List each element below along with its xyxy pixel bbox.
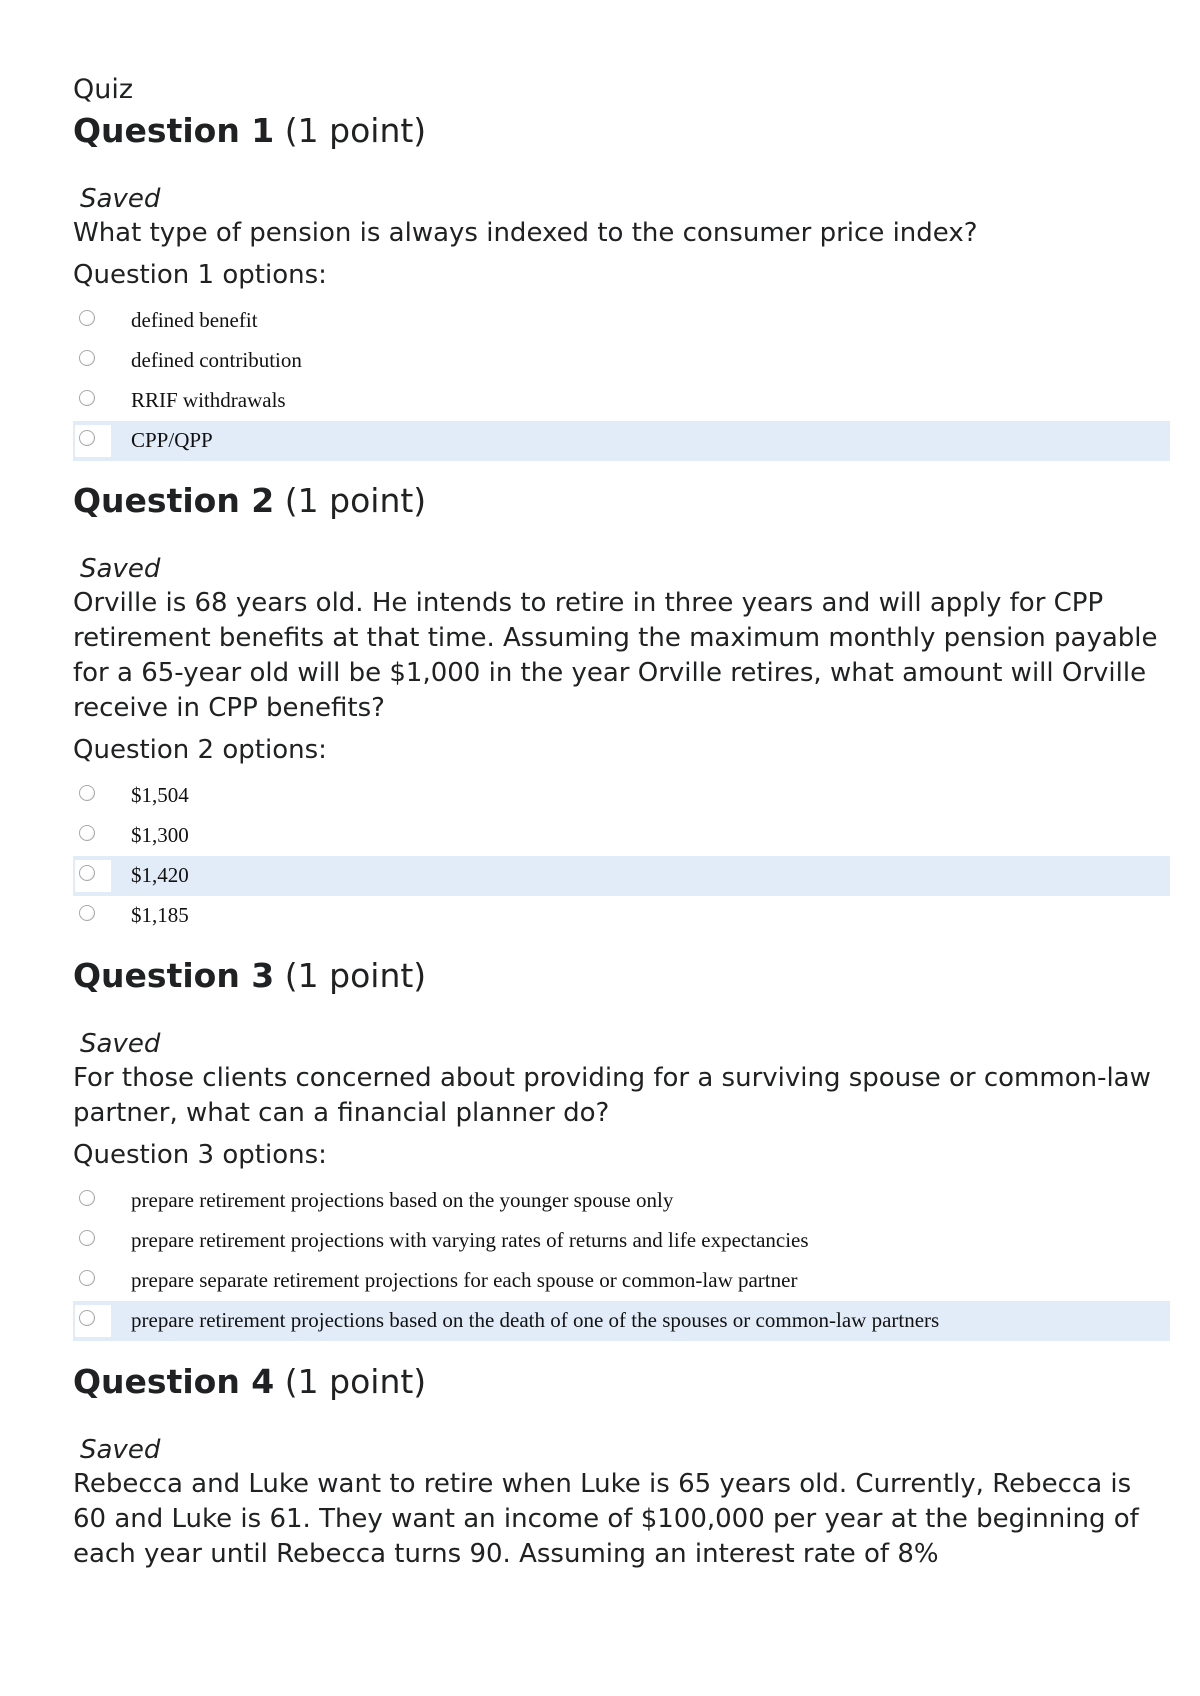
option-separate-projections[interactable] — [73, 1261, 1170, 1301]
options-label: Question 2 options: — [73, 735, 327, 765]
option-label: $1,420 — [131, 863, 189, 887]
radio-button[interactable] — [79, 430, 95, 446]
saved-status: Saved — [80, 554, 161, 584]
question-number: Question 1 — [73, 111, 275, 150]
option-1185[interactable] — [73, 896, 1170, 936]
options-list — [73, 301, 1170, 461]
question-points: (1 point) — [284, 956, 427, 995]
radio-button[interactable] — [79, 905, 95, 921]
option-label: $1,504 — [131, 783, 189, 807]
radio-button[interactable] — [79, 350, 95, 366]
option-label: prepare separate retirement projections for each spouse or common-law partner — [131, 1268, 798, 1292]
question-points: (1 point) — [284, 1362, 427, 1401]
option-label: defined contribution — [131, 348, 302, 372]
option-label: CPP/QPP — [131, 428, 213, 452]
question-4 — [73, 1361, 1170, 1572]
saved-status: Saved — [80, 1029, 161, 1059]
radio-button[interactable] — [79, 825, 95, 841]
option-label: $1,185 — [131, 903, 189, 927]
option-1420[interactable] — [73, 856, 1170, 896]
question-1 — [73, 110, 1170, 461]
options-label: Question 1 options: — [73, 260, 327, 290]
question-text: What type of pension is always indexed to the consumer price index? — [73, 218, 978, 248]
question-number: Question 2 — [73, 481, 275, 520]
radio-button[interactable] — [79, 1310, 95, 1326]
question-text: For those clients concerned about providing for a surviving spouse or common-law partner, what can a financial planner do? — [73, 1063, 1151, 1128]
options-list — [73, 776, 1170, 936]
option-label: prepare retirement projections with varying rates of returns and life expectancies — [131, 1228, 809, 1252]
question-2 — [73, 480, 1170, 936]
question-heading — [73, 480, 1170, 522]
radio-button[interactable] — [79, 310, 95, 326]
quiz-label: Quiz — [73, 74, 134, 105]
option-cpp-qpp[interactable] — [73, 421, 1170, 461]
radio-button[interactable] — [79, 785, 95, 801]
option-younger-spouse[interactable] — [73, 1181, 1170, 1221]
options-label: Question 3 options: — [73, 1140, 327, 1170]
option-1300[interactable] — [73, 816, 1170, 856]
option-defined-benefit[interactable] — [73, 301, 1170, 341]
option-varying-rates[interactable] — [73, 1221, 1170, 1261]
question-text: Orville is 68 years old. He intends to retire in three years and will apply for CPP retirement benefits at that time. Assuming the maximum monthly pension payable for a 65-year old will be $1,000 in the year Orville retires, what amount will Orville receive in CPP benefits? — [73, 588, 1158, 723]
option-label: $1,300 — [131, 823, 189, 847]
question-text: Rebecca and Luke want to retire when Luke is 65 years old. Currently, Rebecca is 60 and Luke is 61. They want an income of $100,000 per year at the beginning of each year until Rebecca turns 90. Assuming an interest rate of 8% — [73, 1469, 1139, 1569]
saved-status: Saved — [80, 184, 161, 214]
question-heading — [73, 955, 1170, 997]
option-defined-contribution[interactable] — [73, 341, 1170, 381]
option-label: RRIF withdrawals — [131, 388, 286, 412]
radio-button[interactable] — [79, 390, 95, 406]
option-label: prepare retirement projections based on the death of one of the spouses or common-law partners — [131, 1308, 940, 1332]
saved-status: Saved — [80, 1435, 161, 1465]
question-points: (1 point) — [284, 481, 427, 520]
option-label: defined benefit — [131, 308, 258, 332]
option-death-of-spouse[interactable] — [73, 1301, 1170, 1341]
question-number: Question 3 — [73, 956, 275, 995]
option-label: prepare retirement projections based on the younger spouse only — [131, 1188, 674, 1212]
radio-button[interactable] — [79, 1230, 95, 1246]
radio-button[interactable] — [79, 865, 95, 881]
question-heading — [73, 1361, 1170, 1403]
question-heading — [73, 110, 1170, 152]
option-1504[interactable] — [73, 776, 1170, 816]
radio-button[interactable] — [79, 1190, 95, 1206]
question-points: (1 point) — [284, 111, 427, 150]
question-number: Question 4 — [73, 1362, 275, 1401]
options-list — [73, 1181, 1170, 1341]
radio-button[interactable] — [79, 1270, 95, 1286]
question-3 — [73, 955, 1170, 1341]
option-rrif-withdrawals[interactable] — [73, 381, 1170, 421]
